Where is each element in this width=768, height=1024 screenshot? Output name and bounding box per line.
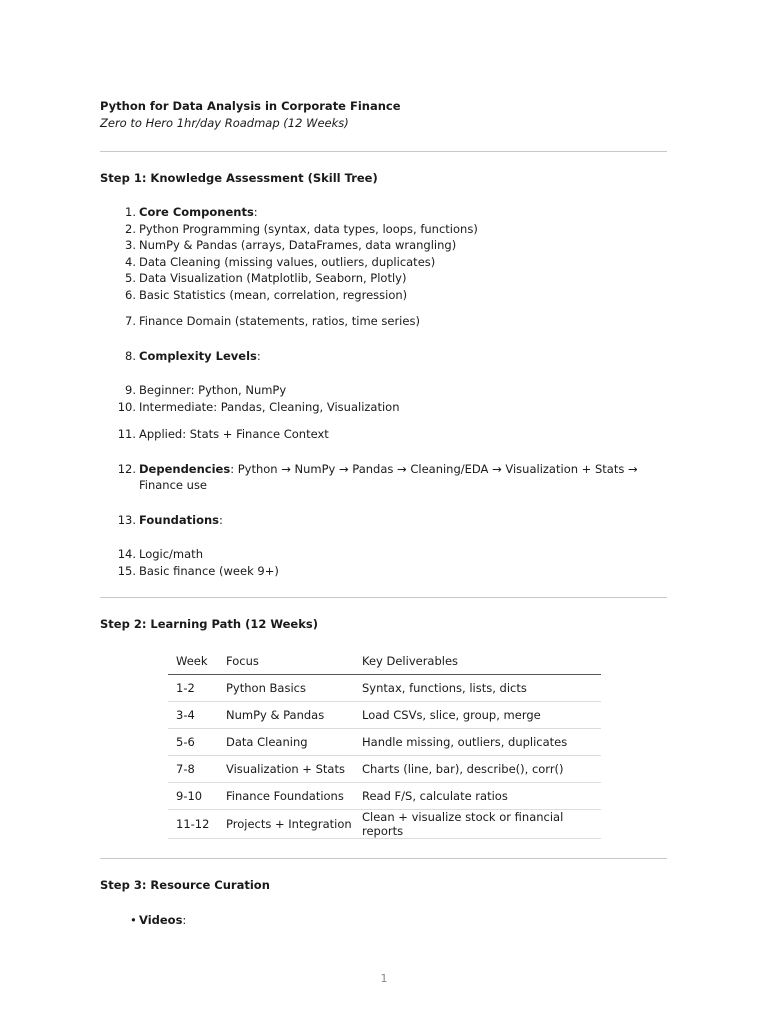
document-title: Python for Data Analysis in Corporate Finance — [100, 99, 401, 113]
list-item: 10. Intermediate: Pandas, Cleaning, Visualization — [117, 399, 400, 414]
table-cell: 3-4 — [168, 702, 218, 729]
table-cell: 11-12 — [168, 810, 218, 839]
list-item: 1. Core Components: — [125, 205, 258, 219]
table-row — [168, 729, 601, 756]
table-cell: 5-6 — [168, 729, 218, 756]
learning-path-table — [168, 647, 601, 839]
table-row — [168, 810, 601, 839]
list-item: 8. Complexity Levels: — [125, 348, 261, 363]
table-cell: 1-2 — [168, 675, 218, 702]
list-item: 3. NumPy & Pandas (arrays, DataFrames, data wrangling) — [125, 238, 457, 252]
document-subtitle: Zero to Hero 1hr/day Roadmap (12 Weeks) — [100, 116, 349, 130]
list-item: 14. Logic/math — [117, 547, 203, 561]
step1-list — [100, 204, 667, 579]
bullet-marker: • — [130, 913, 137, 927]
table-row — [168, 702, 601, 729]
bullet-item: • Videos: — [130, 913, 187, 927]
table-cell: NumPy & Pandas — [218, 702, 354, 729]
document-page — [100, 98, 667, 929]
table-cell: Projects + Integration — [218, 810, 354, 839]
table-cell: Finance Foundations — [218, 783, 354, 810]
table-cell: Data Cleaning — [218, 729, 354, 756]
step2-heading: Step 2: Learning Path (12 Weeks) — [100, 617, 318, 631]
step3-heading: Step 3: Resource Curation — [100, 878, 270, 892]
table-cell: Clean + visualize stock or financial reports — [354, 810, 601, 839]
list-item: 4. Data Cleaning (missing values, outliers, duplicates) — [125, 254, 436, 269]
table-cell: 9-10 — [168, 783, 218, 810]
table-row — [168, 756, 601, 783]
column-header-deliverables: Key Deliverables — [354, 647, 601, 675]
page-number: 1 — [380, 972, 388, 985]
table-cell: Syntax, functions, lists, dicts — [354, 675, 601, 702]
list-item: 5. Data Visualization (Matplotlib, Seaborn, Plotly) — [125, 271, 407, 285]
table-cell: Load CSVs, slice, group, merge — [354, 702, 601, 729]
table-cell: Python Basics — [218, 675, 354, 702]
list-item: 12. Dependencies: Python → NumPy → Pandas → Cleaning/EDA → Visualization + Stats → Finance use — [117, 461, 638, 492]
table-row — [168, 783, 601, 810]
table-cell: Read F/S, calculate ratios — [354, 783, 601, 810]
list-item: 13. Foundations: — [117, 512, 223, 527]
list-item: 6. Basic Statistics (mean, correlation, regression) — [125, 287, 408, 302]
table-cell: Charts (line, bar), describe(), corr() — [354, 756, 601, 783]
table-cell: Visualization + Stats — [218, 756, 354, 783]
column-header-week: Week — [168, 647, 218, 675]
table-row — [168, 675, 601, 702]
list-item: 7. Finance Domain (statements, ratios, time series) — [125, 314, 420, 328]
list-item: 11. Applied: Stats + Finance Context — [117, 427, 329, 441]
table-cell: Handle missing, outliers, duplicates — [354, 729, 601, 756]
step1-heading: Step 1: Knowledge Assessment (Skill Tree) — [100, 171, 378, 185]
divider — [100, 151, 667, 152]
list-item: 2. Python Programming (syntax, data types, loops, functions) — [125, 221, 478, 236]
column-header-focus: Focus — [218, 647, 354, 675]
list-item: 9. Beginner: Python, NumPy — [125, 383, 287, 397]
divider — [100, 597, 667, 598]
divider — [100, 858, 667, 859]
list-item: 15. Basic finance (week 9+) — [117, 563, 279, 578]
table-cell: 7-8 — [168, 756, 218, 783]
table-header-row — [168, 647, 601, 675]
